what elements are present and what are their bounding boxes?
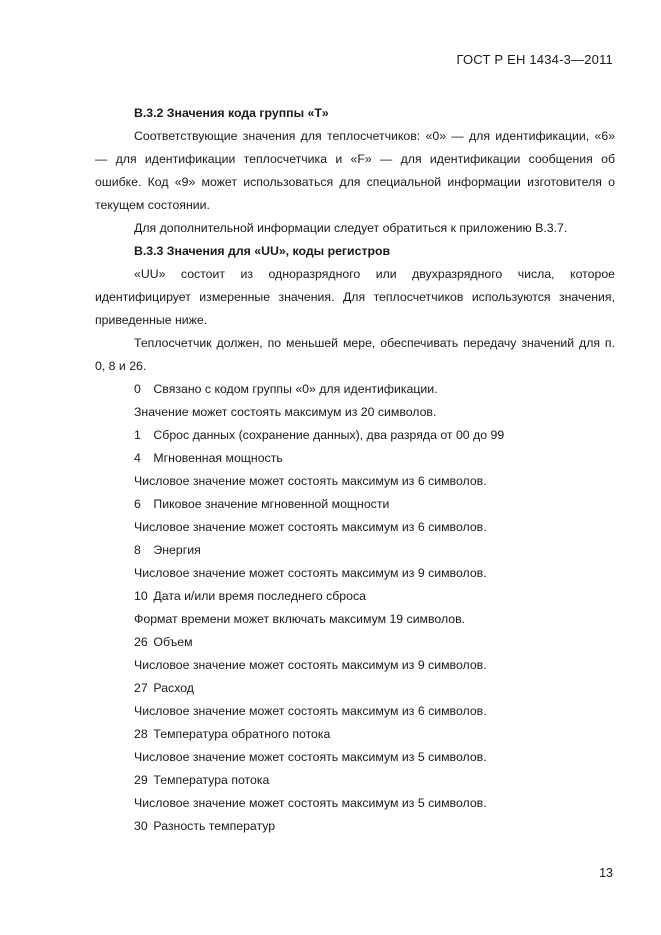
register-description: Числовое значение может состоять максимум из 5 символов.: [134, 750, 487, 764]
register-item: [95, 424, 615, 447]
register-code: 26: [134, 635, 148, 649]
register-label: Температура потока: [153, 773, 270, 787]
register-item: [95, 378, 615, 401]
register-code: 27: [134, 681, 148, 695]
register-label: Расход: [153, 681, 194, 695]
register-description: Значение может состоять максимум из 20 символов.: [134, 405, 437, 419]
register-description: Числовое значение может состоять максимум из 6 символов.: [134, 474, 487, 488]
section-heading-b33: В.3.3 Значения для «UU», коды регистров: [134, 244, 391, 258]
register-label: Энергия: [153, 543, 201, 557]
paragraph-uu-description: «UU» состоит из одноразрядного или двухразрядного числа, которое идентифицирует измеренные значения. Для теплосчетчиков используются значения, приведенные ниже.: [95, 267, 615, 327]
register-code: 8: [134, 543, 141, 557]
register-item: [95, 493, 615, 516]
register-label: Пиковое значение мгновенной мощности: [153, 497, 390, 511]
register-item: [95, 539, 615, 562]
register-item: [95, 769, 615, 792]
register-code: 0: [134, 382, 141, 396]
register-item: [95, 815, 615, 838]
register-label: Разность температур: [153, 819, 276, 833]
register-item: [95, 677, 615, 700]
register-code: 28: [134, 727, 148, 741]
register-item: [95, 723, 615, 746]
register-description: Числовое значение может состоять максимум из 9 символов.: [134, 658, 487, 672]
register-code: 29: [134, 773, 148, 787]
register-code: 4: [134, 451, 141, 465]
page-content: [95, 102, 615, 838]
register-description: Формат времени может включать максимум 19 символов.: [134, 612, 466, 626]
register-description: Числовое значение может состоять максимум из 5 символов.: [134, 796, 487, 810]
register-label: Температура обратного потока: [153, 727, 331, 741]
page-number: 13: [599, 866, 613, 880]
register-description: Числовое значение может состоять максимум из 6 символов.: [134, 704, 487, 718]
register-item: [95, 631, 615, 654]
register-label: Сброс данных (сохранение данных), два разряда от 00 до 99: [153, 428, 505, 442]
paragraph-group-t-values: Соответствующие значения для теплосчетчиков: «0» — для идентификации, «6» — для идентификации теплосчетчика и «F» — для идентификации сообщения об ошибке. Код «9» может использоваться для специальной информации изготовителя о текущем состоянии.: [95, 129, 615, 212]
register-item: [95, 585, 615, 608]
section-heading-b32: В.3.2 Значения кода группы «Т»: [134, 106, 329, 120]
register-code: 1: [134, 428, 141, 442]
document-code: ГОСТ Р ЕН 1434-3—2011: [456, 52, 613, 67]
register-item: [95, 447, 615, 470]
register-code: 30: [134, 819, 148, 833]
register-label: Объем: [153, 635, 193, 649]
paragraph-appendix-reference: Для дополнительной информации следует обратиться к приложению В.3.7.: [134, 221, 568, 235]
register-label: Мгновенная мощность: [153, 451, 283, 465]
register-label: Связано с кодом группы «0» для идентификации.: [153, 382, 438, 396]
register-code: 10: [134, 589, 148, 603]
paragraph-required-values: Теплосчетчик должен, по меньшей мере, обеспечивать передачу значений для п. 0, 8 и 26.: [95, 336, 615, 373]
register-description: Числовое значение может состоять максимум из 6 символов.: [134, 520, 487, 534]
register-label: Дата и/или время последнего сброса: [153, 589, 366, 603]
register-code: 6: [134, 497, 141, 511]
register-description: Числовое значение может состоять максимум из 9 символов.: [134, 566, 487, 580]
